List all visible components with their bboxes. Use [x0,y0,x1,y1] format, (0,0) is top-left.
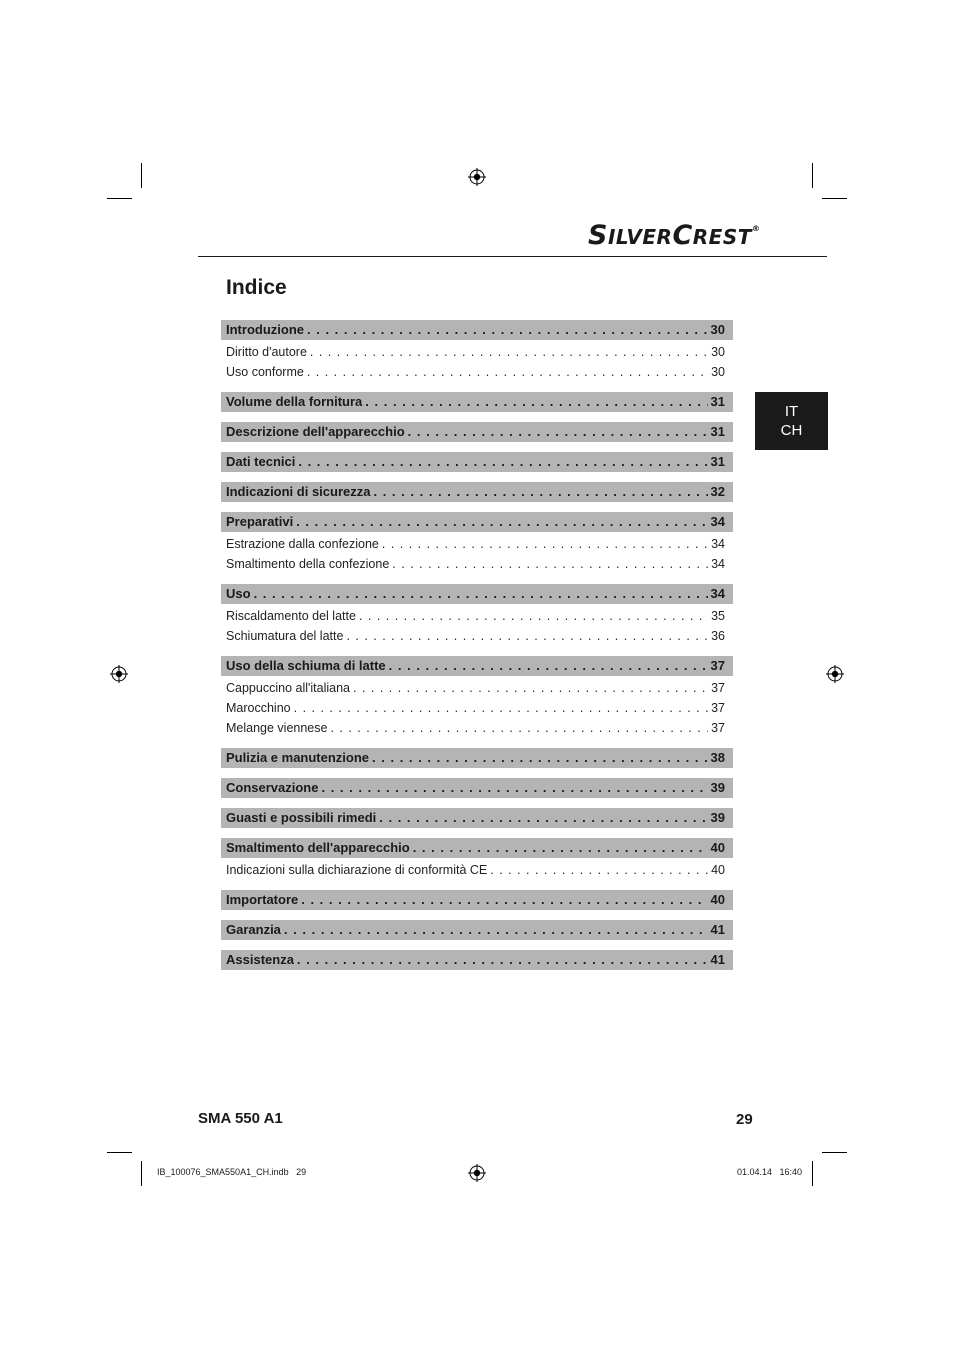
toc-entry-label: Assistenza [226,952,294,967]
crop-mark [812,1161,813,1186]
toc-entry-page: 35 [711,609,725,623]
toc-entry-label: Pulizia e manutenzione [226,750,370,765]
toc-leader-dots [254,584,708,604]
toc-section-row[interactable] [221,512,733,532]
crop-mark [812,163,813,188]
brand-logo-part: S [588,220,608,251]
toc-entry-page: 30 [711,345,725,359]
crop-mark [141,163,142,188]
toc-entry-label: Preparativi [226,514,294,529]
toc-leader-dots [321,778,707,798]
toc-entry-page: 30 [710,322,725,337]
brand-logo [588,220,760,251]
crop-mark [107,198,132,199]
toc-section-row[interactable] [221,482,733,502]
toc-subsection-row[interactable] [221,362,733,382]
toc-subsection-row[interactable] [221,554,733,574]
toc-entry-label: Garanzia [226,922,281,937]
footer-model: SMA 550 A1 [198,1110,283,1127]
toc-leader-dots [284,920,708,940]
toc-leader-dots [389,656,708,676]
toc-leader-dots [298,452,707,472]
toc-leader-dots [372,748,708,768]
toc-entry-label: Importatore [226,892,299,907]
toc-entry-label: Descrizione dell'apparecchio [226,424,405,439]
toc-leader-dots [365,392,707,412]
toc-subsection-row[interactable] [221,606,733,626]
toc-entry-label: Indicazioni sulla dichiarazione di conformità CE [226,863,488,877]
toc-leader-dots [301,890,707,910]
registration-mark-icon [826,665,844,683]
toc-entry-label: Dati tecnici [226,454,296,469]
toc-entry-page: 40 [710,840,725,855]
toc-leader-dots [310,342,708,362]
toc-leader-dots [382,534,708,554]
toc-leader-dots [353,678,708,698]
toc-entry-page: 36 [711,629,725,643]
toc-subsection-row[interactable] [221,534,733,554]
toc-leader-dots [346,626,708,646]
brand-logo-part: REST [692,225,752,249]
toc-section-row[interactable] [221,808,733,828]
toc-leader-dots [307,362,708,382]
toc-entry-label: Cappuccino all'italiana [226,681,350,695]
toc-entry-label: Volume della fornitura [226,394,363,409]
toc-leader-dots [490,860,708,880]
toc-entry-label: Marocchino [226,701,291,715]
toc-entry-page: 40 [710,892,725,907]
toc-entry-label: Guasti e possibili rimedi [226,810,377,825]
toc-entry-page: 41 [710,922,725,937]
toc-section-row[interactable] [221,920,733,940]
toc-entry-label: Indicazioni di sicurezza [226,484,371,499]
toc-leader-dots [413,838,708,858]
registration-mark-icon [468,168,486,186]
toc-entry-label: Riscaldamento del latte [226,609,356,623]
language-tab [755,392,828,450]
toc-entry-page: 30 [711,365,725,379]
toc-leader-dots [307,320,708,340]
registration-mark-icon [468,1164,486,1182]
header-rule [198,256,827,257]
toc-entry-page: 37 [710,658,725,673]
language-code: IT [784,403,799,420]
brand-logo-part: C [672,220,693,251]
registered-mark: ® [751,224,761,233]
toc-section-row[interactable] [221,838,733,858]
toc-entry-label: Estrazione dalla confezione [226,537,379,551]
toc-entry-page: 31 [710,394,725,409]
toc-leader-dots [297,950,708,970]
crop-mark [141,1161,142,1186]
toc-entry-label: Diritto d'autore [226,345,307,359]
toc-entry-page: 39 [710,810,725,825]
crop-mark [107,1152,132,1153]
toc-entry-page: 40 [711,863,725,877]
toc-leader-dots [359,606,708,626]
table-of-contents [221,320,733,970]
toc-entry-page: 34 [711,557,725,571]
toc-entry-label: Smaltimento della confezione [226,557,390,571]
toc-section-row[interactable] [221,584,733,604]
toc-entry-page: 39 [710,780,725,795]
toc-entry-page: 31 [710,424,725,439]
toc-section-row[interactable] [221,890,733,910]
toc-section-row[interactable] [221,392,733,412]
toc-subsection-row[interactable] [221,718,733,738]
toc-subsection-row[interactable] [221,698,733,718]
print-date-info: 01.04.14 16:40 [737,1167,803,1177]
toc-section-row[interactable] [221,452,733,472]
registration-mark-icon [110,665,128,683]
toc-entry-label: Melange viennese [226,721,328,735]
toc-entry-label: Uso conforme [226,365,304,379]
toc-subsection-row[interactable] [221,860,733,880]
crop-mark [822,1152,847,1153]
toc-section-row[interactable] [221,950,733,970]
page-title: Indice [226,276,287,299]
toc-entry-page: 37 [711,681,725,695]
toc-entry-label: Uso della schiuma di latte [226,658,386,673]
footer-page-number: 29 [736,1111,753,1128]
toc-subsection-row[interactable] [221,678,733,698]
toc-entry-label: Conservazione [226,780,319,795]
toc-leader-dots [373,482,707,502]
toc-section-row[interactable] [221,748,733,768]
toc-entry-page: 37 [711,721,725,735]
toc-entry-page: 31 [710,454,725,469]
toc-section-row[interactable] [221,778,733,798]
toc-entry-label: Introduzione [226,322,304,337]
toc-entry-label: Schiumatura del latte [226,629,344,643]
toc-entry-page: 34 [710,586,725,601]
toc-leader-dots [296,512,707,532]
toc-entry-page: 34 [710,514,725,529]
toc-leader-dots [294,698,708,718]
toc-entry-page: 38 [710,750,725,765]
toc-entry-page: 34 [711,537,725,551]
toc-subsection-row[interactable] [221,626,733,646]
toc-section-row[interactable] [221,422,733,442]
toc-subsection-row[interactable] [221,342,733,362]
toc-entry-page: 41 [710,952,725,967]
toc-entry-label: Smaltimento dell'apparecchio [226,840,410,855]
toc-leader-dots [392,554,708,574]
toc-leader-dots [379,808,707,828]
brand-logo-part: ILVER [607,225,673,249]
crop-mark [822,198,847,199]
toc-leader-dots [330,718,708,738]
toc-section-row[interactable] [221,320,733,340]
language-code: CH [780,422,803,439]
toc-entry-page: 37 [711,701,725,715]
toc-entry-label: Uso [226,586,251,601]
print-file-info: IB_100076_SMA550A1_CH.indb 29 [157,1167,307,1177]
toc-section-row[interactable] [221,656,733,676]
toc-leader-dots [408,422,708,442]
toc-entry-page: 32 [710,484,725,499]
